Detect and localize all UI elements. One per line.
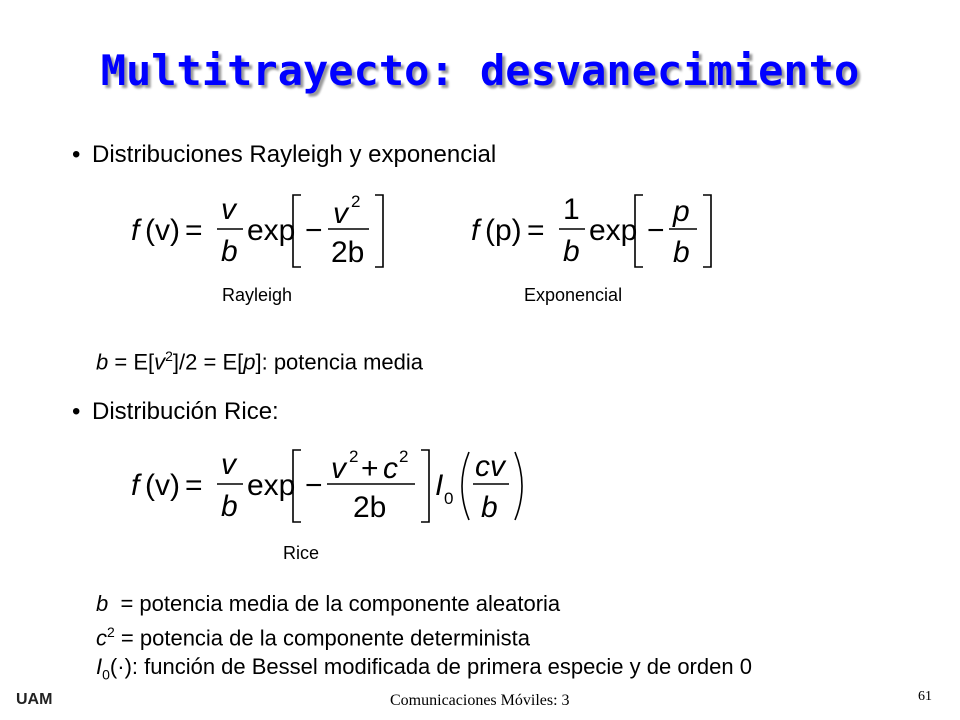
fraction-denominator: b: [481, 491, 498, 524]
minus-sign: −: [305, 214, 323, 247]
b-symbol: b: [96, 591, 109, 616]
exponent: 2: [351, 192, 361, 211]
definition-text: (·): función de Bessel modificada de primera especie y de orden 0: [109, 654, 752, 680]
minus-sign: −: [305, 469, 323, 502]
fraction-numerator: cv: [475, 450, 505, 483]
fraction-denominator: b: [563, 235, 580, 268]
exponent: 2: [349, 447, 359, 466]
minus-sign: −: [647, 214, 665, 247]
b-symbol: b: [96, 349, 109, 375]
page-title: Multitrayecto: desvanecimiento: [100, 46, 860, 95]
uam-logo-mark: [16, 689, 52, 707]
bullet-text: Distribución Rice:: [92, 398, 279, 425]
f-symbol: f: [131, 214, 140, 247]
bullet-text: Distribuciones Rayleigh y exponencial: [92, 141, 497, 168]
caption-exponential: Exponencial: [524, 285, 623, 305]
fraction-numerator: v: [333, 197, 348, 230]
plus-sign: +: [361, 452, 379, 485]
fraction-denominator: 2b: [353, 491, 387, 524]
v-symbol: v: [154, 349, 166, 375]
exponent: 2: [165, 348, 173, 364]
f-arg: (p): [485, 214, 522, 247]
power-text: ]/2 = E[: [172, 349, 244, 375]
fraction-denominator: b: [221, 490, 238, 523]
fraction-numerator: c: [383, 452, 398, 485]
bullet-dot: •: [72, 398, 81, 425]
average-power-line: [96, 342, 423, 376]
equals-sign: =: [185, 469, 203, 502]
f-symbol: f: [471, 214, 480, 247]
right-bracket: [421, 450, 429, 522]
footer-course: Comunicaciones Móviles: 3: [390, 692, 570, 709]
fraction-numerator: v: [331, 452, 346, 485]
equals-sign: =: [527, 214, 545, 247]
exp-function: exp: [247, 469, 296, 502]
definition-b: [96, 589, 946, 618]
page-number: 61: [918, 689, 932, 704]
fraction-denominator: 2b: [331, 236, 365, 269]
caption-rice: Rice: [283, 543, 320, 563]
exp-function: exp: [589, 214, 638, 247]
svg-text:UAM: UAM: [16, 691, 52, 707]
c-symbol: c: [96, 625, 107, 651]
uam-logo: [16, 689, 52, 707]
subscript: 0: [102, 666, 110, 683]
exponent: 2: [399, 447, 409, 466]
right-bracket: [703, 195, 711, 267]
f-arg: (v): [145, 214, 180, 247]
bessel-symbol: I: [435, 469, 444, 502]
right-parenthesis: [515, 452, 522, 520]
p-symbol: p: [243, 349, 256, 375]
fraction-numerator: v: [221, 448, 236, 481]
equals-sign: =: [185, 214, 203, 247]
power-text: = E[: [108, 349, 155, 375]
bullet-dot: •: [72, 141, 81, 168]
exp-function: exp: [247, 214, 296, 247]
definition-i0: [96, 652, 946, 689]
right-bracket: [375, 195, 383, 267]
definition-text: = potencia media de la componente aleatoria: [108, 591, 561, 616]
bullet-distributions: [72, 141, 496, 169]
fraction-denominator: b: [673, 236, 690, 269]
left-parenthesis: [462, 452, 469, 520]
definitions-block: [96, 589, 946, 690]
definition-c2: [96, 618, 946, 652]
bullet-rice: [72, 398, 279, 426]
subscript: 0: [444, 489, 454, 508]
rayleigh-formula: [125, 185, 390, 275]
f-symbol: f: [131, 469, 140, 502]
fraction-denominator: b: [221, 235, 238, 268]
definition-text: = potencia de la componente determinista: [114, 625, 531, 651]
power-text: ]: potencia media: [255, 349, 424, 375]
exponent: 2: [107, 624, 115, 640]
caption-rayleigh: Rayleigh: [222, 285, 293, 305]
exponential-formula: [465, 185, 725, 275]
fraction-numerator: 1: [563, 193, 580, 226]
rice-formula: [125, 440, 535, 530]
f-arg: (v): [145, 469, 180, 502]
fraction-numerator: v: [221, 193, 236, 226]
i-symbol: I: [96, 654, 103, 680]
fraction-numerator: p: [673, 195, 690, 228]
